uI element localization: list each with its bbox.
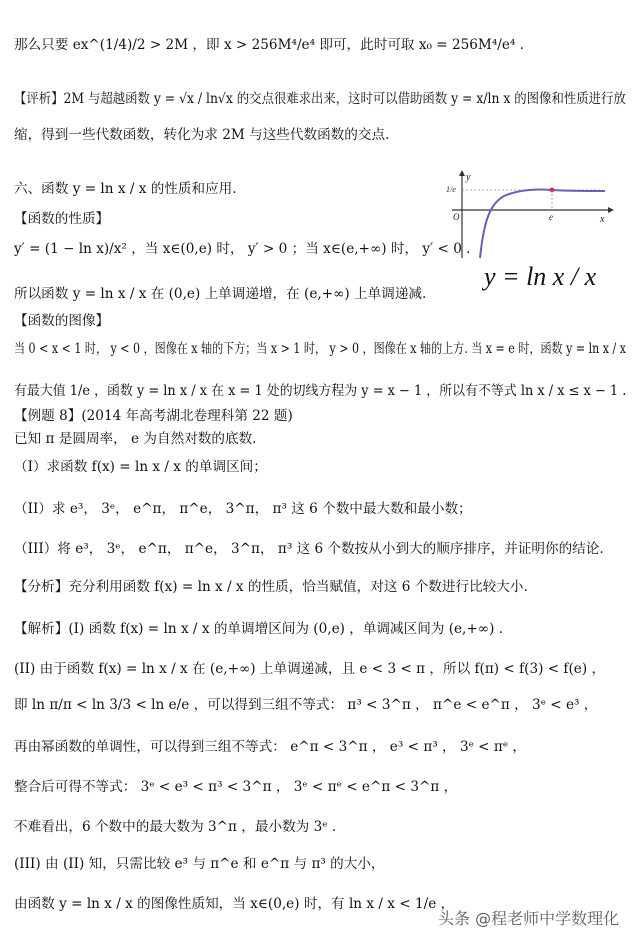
solution-line: 不难看出，6 个数中的最大数为 3^π ，最小数为 3ᵉ .: [14, 819, 337, 835]
text-line: 当 0 < x < 1 时， y < 0 ，图像在 x 轴的下方；当 x > 1 时， y > 0 ，图像在 x 轴的上方. 当 x = e 时，函数 y = ln x / x: [14, 341, 626, 357]
y-axis-arrow-icon: [459, 170, 465, 176]
question-2: （II）求 e³， 3ᵉ， e^π， π^e， 3^π， π³ 这 6 个数中最大数和最小数；: [14, 501, 472, 517]
solution-line: 由函数 y = ln x / x 的图像性质知，当 x∈(0,e) 时，有 ln x / x < 1/e ，: [14, 896, 455, 912]
text-line: y′ = (1 − ln x)/x² ，当 x∈(0,e) 时， y′ > 0 ；当 x∈(e,+∞) 时， y′ < 0 .: [14, 241, 471, 257]
label-1-over-e: 1/e: [446, 185, 456, 194]
watermark: 头条 @程老师中学数理化: [438, 909, 620, 928]
solution-line: (III) 由 (II) 知，只需比较 e³ 与 π^e 和 e^π 与 π³ 的大小，: [14, 856, 385, 872]
function-graph: [440, 170, 616, 260]
x-axis-arrow-icon: [608, 207, 614, 213]
graph-formula: y = ln x / x: [484, 262, 597, 291]
question-3: （III）将 e³， 3ᵉ， e^π， π^e， 3^π， π³ 这 6 个数按从小到大的顺序排序，并证明你的结论.: [14, 541, 604, 557]
solution-line: 再由幂函数的单调性，可以得到三组不等式： e^π < 3^π ， e³ < π³ ， 3ᵉ < πᵉ ，: [14, 739, 527, 755]
analysis-line: 【分析】充分利用函数 f(x) = ln x / x 的性质，恰当赋值，对这 6 个数进行比较大小.: [14, 579, 528, 595]
text-line: 缩，得到一些代数函数，转化为求 2M 与这些代数函数的交点.: [14, 127, 390, 143]
solution-line: 【解析】(I) 函数 f(x) = ln x / x 的单调增区间为 (0,e) ，单调减区间为 (e,+∞) .: [14, 621, 504, 637]
label-origin: O: [453, 212, 460, 222]
label-y: y: [466, 172, 471, 183]
text-line: 【评析】2M 与超越函数 y = √x / ln√x 的交点很难求出来，这时可以借助函数 y = x/ln x 的图像和性质进行放: [14, 91, 626, 107]
subheading: 【函数的图像】: [14, 313, 110, 329]
question-1: （I）求函数 f(x) = ln x / x 的单调区间；: [14, 459, 267, 475]
subheading: 【函数的性质】: [14, 211, 110, 227]
text-line: 已知 π 是圆周率， e 为自然对数的底数.: [14, 431, 257, 447]
label-e: e: [549, 212, 553, 222]
label-x: x: [600, 214, 605, 225]
text-line: 所以函数 y = ln x / x 在 (0,e) 上单调递增，在 (e,+∞) 上单调递减.: [14, 286, 427, 302]
text-line: 那么只要 ex^(1/4)/2 > 2M ，即 x > 256M⁴/e⁴ 即可，此时可取 x₀ = 256M⁴/e⁴ .: [14, 37, 525, 53]
text-line: 有最大值 1/e ，函数 y = ln x / x 在 x = 1 处的切线方程为 y = x − 1 ，所以有不等式 ln x / x ≤ x − 1 .: [14, 383, 627, 399]
ln-x-over-x-curve: [480, 190, 605, 258]
section-heading: 六、函数 y = ln x / x 的性质和应用.: [14, 181, 237, 197]
solution-line: 即 ln π/π < ln 3/3 < ln e/e ，可以得到三组不等式： π³ < 3^π ， π^e < e^π ， 3ᵉ < e³ ，: [14, 697, 598, 713]
solution-line: 整合后可得不等式： 3ᵉ < e³ < π³ < 3^π ， 3ᵉ < πᵉ < e^π < 3^π ，: [14, 779, 458, 795]
example-heading: 【例题 8】(2014 年高考湖北卷理科第 22 题): [14, 408, 293, 424]
solution-line: (II) 由于函数 f(x) = ln x / x 在 (e,+∞) 上单调递减，且 e < 3 < π ，所以 f(π) < f(3) < f(e) ，: [14, 661, 606, 677]
